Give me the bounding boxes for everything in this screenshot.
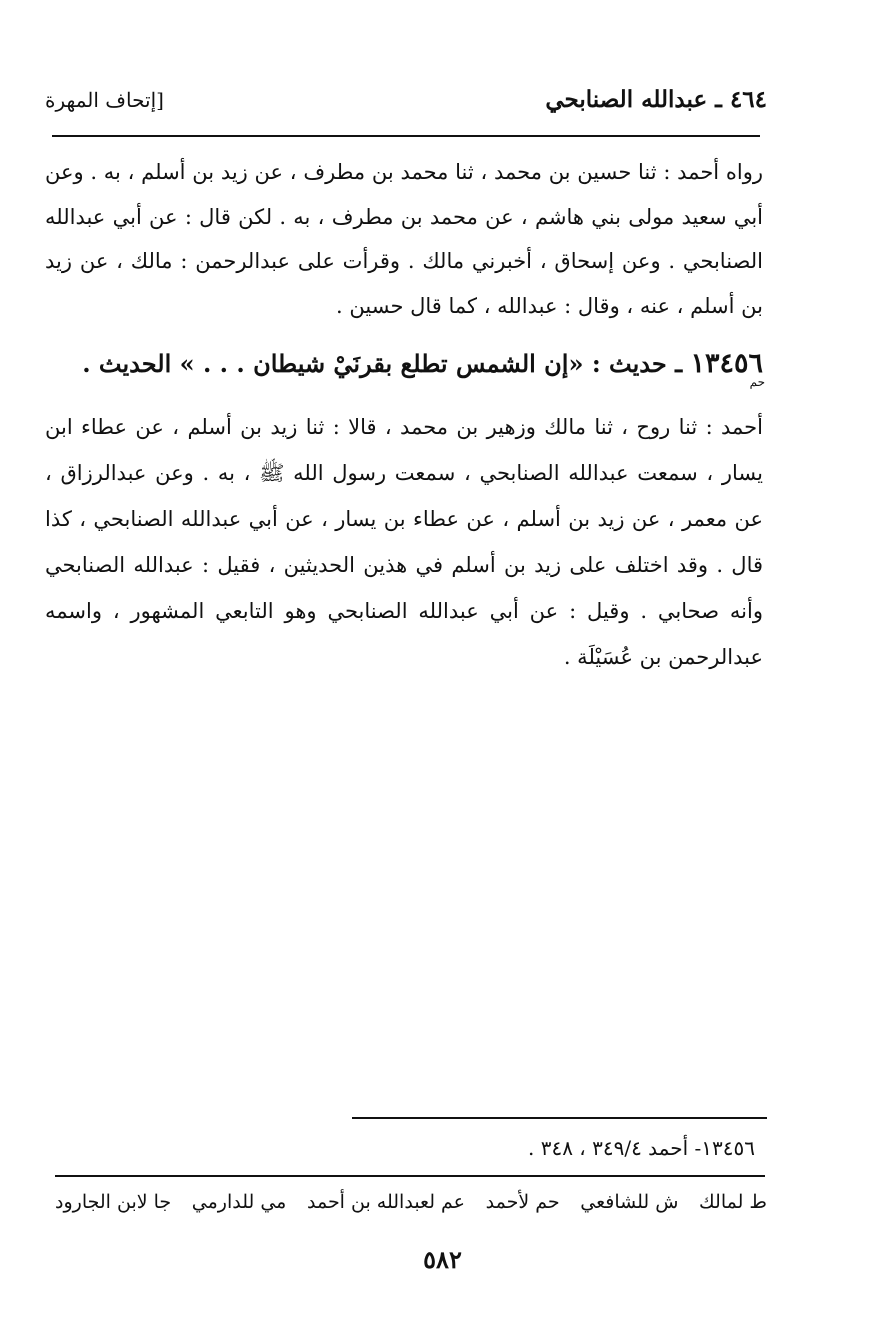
paragraph-2-text: أحمد : ثنا روح ، ثنا مالك وزهير بن محمد ، قالا : ثنا زيد بن أسلم ، عن عطاء ابن يسار ، سمعت عبدالله الصنابحي ، سمعت رسول الله ﷺ ، به . وعن عبدالرزاق ، عن معمر ، عن زيد بن أسلم ، عن عطاء بن يسار ، عن أبي عبدالله الصنابحي ، كذا قال . وقد اختلف على زيد بن أسلم في هذين الحديثين ، فقيل : عبدالله الصنابحي وأنه صحابي . وقيل : عن أبي عبدالله الصنابحي وهو التابعي المشهور ، واسمه عبدالرحمن بن عُسَيْلَة . bbox=[45, 415, 763, 669]
abbrev-item: حم لأحمد bbox=[485, 1191, 560, 1213]
abbrev-item: مي للدارمي bbox=[191, 1191, 287, 1213]
abbrev-item: عم لعبدالله بن أحمد bbox=[306, 1191, 466, 1213]
hadith-heading-text: ـ حديث : «إن الشمس تطلع بقرنَيْ شيطان . . . » الحديث . bbox=[82, 349, 683, 378]
abbrev-item: ط لمالك bbox=[699, 1191, 767, 1213]
paragraph-2 bbox=[45, 404, 763, 680]
header-rule bbox=[52, 135, 760, 137]
running-head bbox=[45, 86, 767, 126]
footnote-separator bbox=[352, 1117, 767, 1119]
abbrev-item: ش للشافعي bbox=[580, 1191, 679, 1213]
abbreviation-key bbox=[55, 1191, 767, 1213]
entry-title: ٤٦٤ ـ عبدالله الصنابحي bbox=[545, 86, 767, 113]
abbrev-item: جا لابن الجارود bbox=[55, 1191, 172, 1213]
paragraph-1-text: رواه أحمد : ثنا حسين بن محمد ، ثنا محمد بن مطرف ، عن زيد بن أسلم ، به . وعن أبي سعيد مولى بني هاشم ، عن محمد بن مطرف ، به . لكن قال : عن أبي عبدالله الصنابحي . وعن إسحاق ، أخبرني مالك . وقرأت على عبدالرحمن : مالك ، عن زيد بن أسلم ، عنه ، وقال : عبدالله ، كما قال حسين . bbox=[45, 160, 763, 318]
paragraph-1 bbox=[45, 150, 763, 328]
page-number: ٥٨٢ bbox=[423, 1245, 462, 1274]
abbreviations-rule bbox=[55, 1175, 765, 1177]
hadith-heading bbox=[82, 342, 763, 386]
source-siglum: حم bbox=[749, 375, 765, 389]
footnote: ١٣٤٥٦- أحمد ٣٤٩/٤ ، ٣٤٨ . bbox=[527, 1136, 755, 1160]
hadith-number: ١٣٤٥٦ bbox=[690, 348, 763, 379]
book-title: [إتحاف المهرة bbox=[45, 88, 164, 112]
